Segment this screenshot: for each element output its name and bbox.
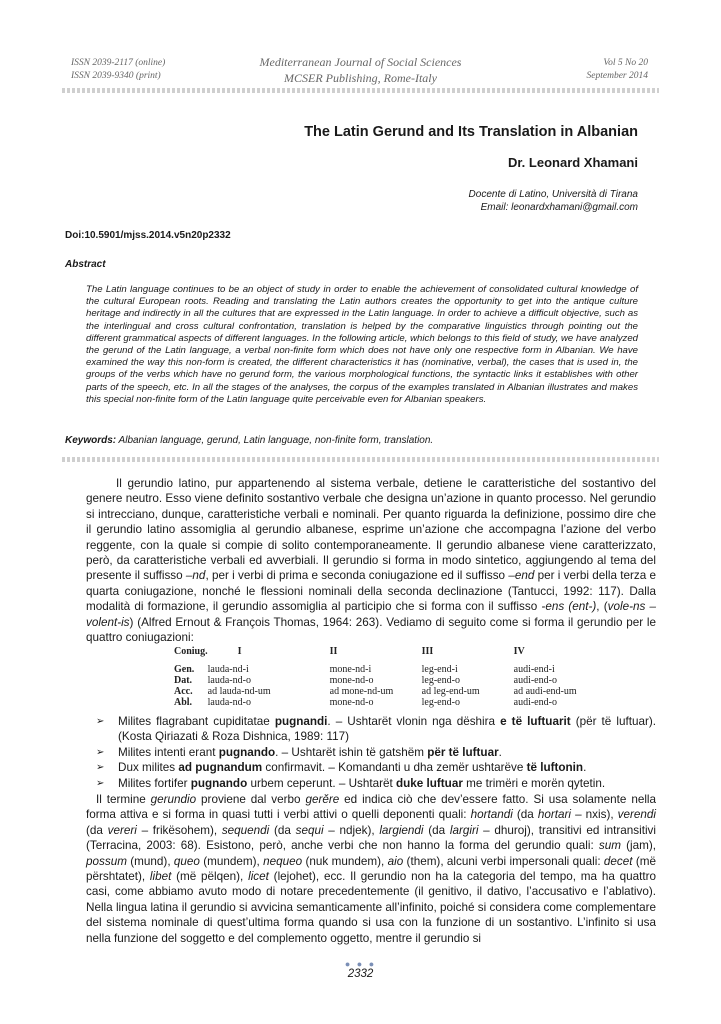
body-paragraph-1: Il gerundio latino, pur appartenendo al sistema verbale, detiene le caratteristiche del sostantivo del genere neutro. Esso viene definito sostantivo verbale che designa un’azione in quanto processo. Nel gerundio si intrecciano, dunque, caratteristiche verbali e nominali. Per quanto riguarda la definizione, possimo dire che il gerundio latino assomiglia al gerundio albanese, esprime un’azione che accompagna l’azione del verbo reggente, con la quale si compie di solito contemporaneamente. Il gerundio albanese viene caratterizzato, però, da caratteristiche verbali ed avverbiali. Il gerundio si forma in modo sintetico, aggiungendo al tema del presente il suffisso –nd, per i verbi di prima e seconda coniugazione ed il suffisso –end per i verbi della terza e quarta coniugazione, nonché le flessioni nominali della seconda declinazione (Tantucci, 1992: 117). Dalla modalità di formazione, il gerundio assomiglia al participio che si forma con il suffisso -ens (ent-), (vole-ns – volent-is) (Alfred Ernout & François Thomas, 1964: 263). Vediamo di seguito come si forma il gerundio per le quattro coniugazioni: — [86, 477, 656, 645]
issue-block — [587, 57, 648, 83]
author-email: Email: leonardxhamani@gmail.com — [480, 202, 638, 213]
conj-header-cell: I — [237, 646, 242, 657]
conj-cell: mone-nd-o — [329, 675, 374, 686]
arrow-bullet-icon: ➢ — [96, 716, 105, 727]
keywords-list: Albanian language, gerund, Latin language, non-finite form, translation. — [118, 435, 434, 446]
conj-cell: lauda-nd-i — [207, 664, 249, 675]
conj-cell: leg-end-o — [421, 675, 460, 686]
footer-dots: ● ● ● — [344, 959, 377, 969]
running-header — [0, 54, 721, 90]
conj-header-cell: IV — [513, 646, 525, 657]
conj-header-cell: II — [329, 646, 338, 657]
conj-cell: ad mone-nd-um — [329, 686, 394, 697]
conj-cell: lauda-nd-o — [207, 697, 251, 708]
example-item: ➢ Milites fortifer pugnando urbem ceperunt. – Ushtarët duke luftuar me trimëri e morën qytetin. — [96, 776, 606, 790]
conj-cell: ad leg-end-um — [421, 686, 480, 697]
issn-online: ISSN 2039-2117 (online) — [71, 58, 166, 68]
arrow-bullet-icon: ➢ — [96, 762, 105, 774]
doi: Doi:10.5901/mjss.2014.v5n20p2332 — [65, 230, 231, 241]
example-list — [96, 714, 656, 791]
abstract-text: The Latin language continues to be an object of study in order to enable the achievement of consolidated cultural knowledge of the cultural European roots. Reading and translating the Latin authors creates the opportunity to get into the antique culture heritage and indirectly in all the cultures that are expressed in the Latin language. In order to achieve a difficult objective, such as the interlingual and cross cultural confrontation, translation is helped by the comparative linguistics through pointing out the different grammatical aspects of different languages. In the following article, which belongs to this field of study, we have analyzed the gerund of the Latin language, a verbal non-finite form which does not have only one respective form in Albanian. We have examined the way this non-form is created, the different characteristics it has (nominative, verbal), the cases that is used in, the groups of the verbs which have no gerund form, the various morphological functions, the syntactic links it establishes with other parts of the speech, etc. In all the stages of the analyses, the corpus of the examples translated in Albanian illustrates and makes this special non-finite form of the Latin language quite perceivable even for Albanian speakers. — [86, 284, 638, 405]
example-item: ➢ Dux milites ad pugnandum confirmavit. – Komandanti u dha zemër ushtarëve të luftonin. — [96, 761, 587, 775]
article-title: The Latin Gerund and Its Translation in Albanian — [304, 124, 638, 140]
abstract-heading: Abstract — [65, 259, 106, 270]
conjugation-row — [174, 697, 577, 708]
case-label: Dat. — [174, 675, 193, 686]
conj-cell: lauda-nd-o — [207, 675, 251, 686]
author-affiliation — [469, 188, 638, 214]
conj-cell: ad lauda-nd-um — [207, 686, 271, 697]
conj-cell: mone-nd-i — [329, 664, 372, 675]
body-paragraph-2: Il termine gerundio proviene dal verbo gerĕre ed indica ciò che dev’essere fatto. Si usa solamente nella forma attiva e si forma in quasi tutti i verbi attivi o quelli deponenti quali: hortandi (da hortari – nxis), verendi (da vereri – frikësohem), sequendi (da sequi – ndjek), largiendi (da largiri – dhuroj), transitivi ed intransitivi (Terracina, 2003: 68). Esistono, però, anche verbi che non hanno la forma del gerundio quali: sum (jam), possum (mund), queo (mundem), nequeo (nuk mundem), aio (them), alcuni verbi impersonali quali: decet (më përshtatet), libet (më pëlqen), licet (lejohet), ecc. Il gerundio non ha la categoria del tempo, ma ha quattro casi, come abbiamo avuto modo di notare precedentemente (il genitivo, il dativo, l’accusativo e l’ablativo). Nella lingua latina il gerundio si avvicina semanticamente all’infinito, poiché si considera come complementare del sistema nominale di quest’ultima forma quando si usa con la funzione di un sostantivo. L’infinito si usa nella funzione del soggetto e del complemento oggetto, mentre il gerundio si — [86, 793, 657, 945]
conj-header-cell: III — [421, 646, 434, 657]
conj-cell: leg-end-i — [421, 664, 458, 675]
conjugation-table — [174, 646, 577, 708]
conj-cell: audi-end-i — [513, 664, 555, 675]
example-item: ➢ Milites intenti erant pugnando. – Ushtarët ishin të gatshëm për të luftuar. — [96, 745, 502, 759]
affiliation: Docente di Latino, Università di Tirana — [468, 189, 638, 200]
conj-cell: leg-end-o — [421, 697, 460, 708]
page-number: 2332 — [347, 968, 374, 980]
issue-date: September 2014 — [586, 71, 648, 81]
issn-print: ISSN 2039-9340 (print) — [71, 71, 161, 81]
arrow-bullet-icon: ➢ — [96, 746, 105, 758]
case-label: Gen. — [174, 664, 195, 675]
keywords-label: Keywords: — [65, 435, 117, 446]
abstract-rule — [62, 457, 659, 462]
arrow-bullet-icon: ➢ — [96, 777, 105, 789]
header-rule — [62, 88, 659, 93]
conjugation-row — [174, 664, 577, 675]
volume: Vol 5 No 20 — [603, 58, 648, 68]
case-label: Acc. — [174, 686, 193, 697]
publisher: MCSER Publishing, Rome-Italy — [284, 71, 437, 85]
conjugation-row — [174, 675, 577, 686]
conj-cell: audi-end-o — [513, 675, 557, 686]
conjugation-header-row — [174, 646, 577, 664]
conj-cell: mone-nd-o — [329, 697, 374, 708]
keywords — [65, 435, 433, 446]
example-item: ➢ Milites flagrabant cupiditatae pugnandi. – Ushtarët vlonin nga dëshira e të luftuarit (për të luftuar). (Kosta Qiriazati & Roza Dishnica, 1989: 117) — [96, 715, 656, 744]
author-name: Dr. Leonard Xhamani — [507, 155, 638, 170]
conjugation-row — [174, 686, 577, 697]
case-label: Abl. — [174, 697, 193, 708]
conj-cell: audi-end-o — [513, 697, 557, 708]
journal-name: Mediterranean Journal of Social Sciences — [259, 55, 462, 69]
conj-header-cell: Coniug. — [174, 646, 208, 657]
conj-cell: ad audi-end-um — [513, 686, 577, 697]
